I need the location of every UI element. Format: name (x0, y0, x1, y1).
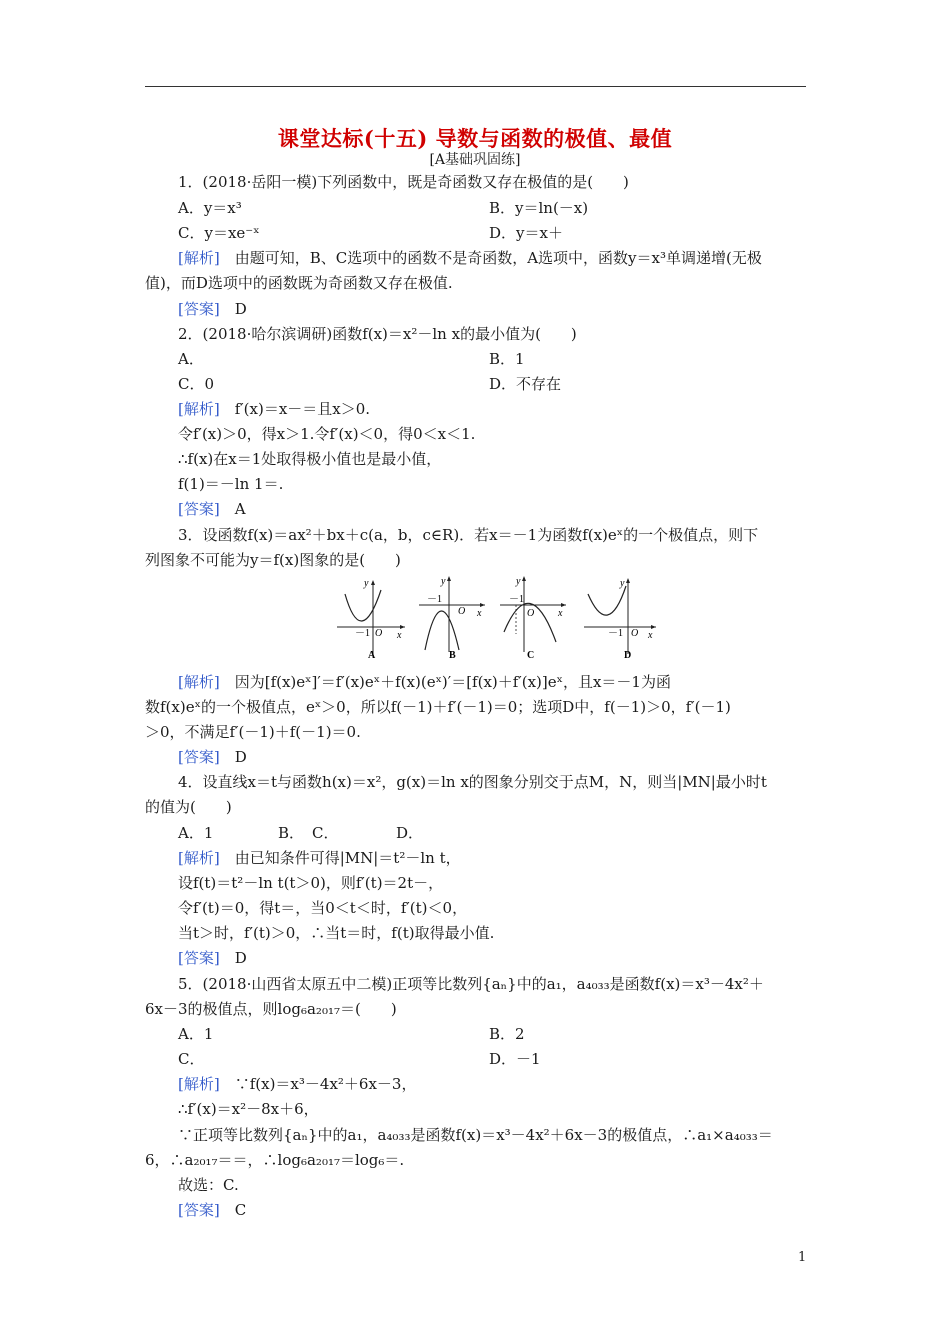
answer-label: [答案] (178, 500, 220, 518)
q4-option-a: A．1 (178, 824, 214, 842)
q4-analysis (178, 848, 461, 868)
graph-c (500, 576, 566, 661)
q1-option-d: D．y＝x＋ (489, 224, 563, 242)
answer-label: [答案] (178, 1201, 220, 1219)
q1-analysis (178, 248, 762, 268)
q2-answer (178, 499, 246, 519)
q3-analysis-line3: ＞0，不满足f′(－1)＋f(－1)＝0. (145, 723, 361, 741)
q1-analysis-line1: 由题可知，B、C选项中的函数不是奇函数，A选项中，函数y＝x³单调递增(无极 (219, 249, 762, 267)
page-title: 课堂达标(十五) 导数与函数的极值、最值 (277, 126, 673, 151)
answer-label: [答案] (178, 949, 220, 967)
q4-analysis-line2: 设f(t)＝t²－ln t(t＞0)，则f′(t)＝2t－， (178, 874, 444, 892)
q4-stem-line2: 的值为( ) (145, 798, 232, 816)
q4-answer-value: D (219, 949, 247, 967)
q5-answer-value: C (219, 1201, 247, 1219)
q1-option-c: C．y＝xe⁻ˣ (178, 224, 260, 242)
q2-analysis-line2: 令f′(x)＞0，得x＞1.令f′(x)＜0，得0＜x＜1. (178, 425, 476, 443)
analysis-label: [解析] (178, 673, 220, 691)
q5-analysis-line3: ∵正项等比数列{aₙ}中的a₁，a₄₀₃₃是函数f(x)＝x³－4x²＋6x－3的极值点，∴a₁×a₄₀₃₃＝ (178, 1126, 773, 1144)
q1-option-a: A．y＝x³ (178, 199, 242, 217)
header-rule (145, 86, 806, 87)
q2-option-b: B．1 (489, 350, 525, 368)
q5-analysis (178, 1074, 416, 1094)
graph-a-x-label: x (397, 630, 402, 641)
q2-option-d: D．不存在 (489, 375, 562, 393)
section-subtitle: [A基础巩固练] (429, 152, 521, 168)
q4-analysis-line4: 当t＞时，f′(t)＞0，∴当t＝时，f(t)取得最小值. (178, 924, 495, 942)
graph-b-origin: O (458, 606, 466, 617)
graph-b-x-label: x (477, 608, 482, 619)
q3-analysis-line2: 数f(x)eˣ的一个极值点，eˣ＞0，所以f(－1)＋f′(－1)＝0；选项D中，f(－1)＞0，f′(－1) (145, 698, 731, 716)
q4-option-c: C． (312, 824, 339, 842)
q5-analysis-line1: ∵f(x)＝x³－4x²＋6x－3， (219, 1075, 417, 1093)
q1-answer (178, 299, 247, 319)
q5-analysis-line5: 故选：C. (178, 1176, 239, 1194)
graph-a-origin: O (375, 628, 383, 639)
q3-analysis (178, 672, 671, 692)
q3-answer (178, 747, 247, 767)
q2-analysis-line3: ∴f(x)在x＝1处取得极小值也是最小值， (178, 450, 442, 468)
graph-a (337, 578, 405, 661)
q3-figure (337, 572, 667, 664)
q5-option-a: A．1 (178, 1025, 214, 1043)
graph-d-minus-one: －1 (608, 628, 623, 639)
q3-answer-value: D (219, 748, 247, 766)
graph-d-origin: O (631, 628, 639, 639)
q2-option-a: A． (178, 350, 204, 368)
q2-answer-value: A (219, 500, 246, 518)
q3-stem-line1: 3．设函数f(x)＝ax²＋bx＋c(a，b，c∈R)．若x＝－1为函数f(x)eˣ的一个极值点，则下 (178, 526, 759, 544)
q4-analysis-line1: 由已知条件可得|MN|＝t²－ln t， (219, 849, 461, 867)
graph-a-caption: A (368, 650, 376, 661)
q2-analysis-line4: f(1)＝－ln 1＝. (178, 475, 284, 493)
graph-c-x-label: x (558, 608, 563, 619)
q2-option-c: C．0 (178, 375, 215, 393)
q4-option-d: D． (396, 824, 424, 842)
q4-answer (178, 948, 247, 968)
q5-option-d: D．－1 (489, 1050, 541, 1068)
q5-answer (178, 1200, 246, 1220)
graph-c-origin: O (527, 608, 535, 619)
q5-option-c: C． (178, 1050, 205, 1068)
analysis-label: [解析] (178, 249, 220, 267)
graph-a-y-label: y (364, 578, 369, 589)
q5-analysis-line2: ∴f′(x)＝x²－8x＋6， (178, 1100, 319, 1118)
q2-analysis-line1: f′(x)＝x－＝且x＞0. (219, 400, 371, 418)
q4-stem-line1: 4．设直线x＝t与函数h(x)＝x²，g(x)＝ln x的图象分别交于点M，N，则当|MN|最小时t (178, 773, 767, 791)
graph-d-x-label: x (648, 630, 653, 641)
graph-d-y-label: y (620, 578, 625, 589)
graph-c-y-label: y (516, 576, 521, 587)
q5-stem-line2: 6x－3的极值点，则log₆a₂₀₁₇＝( ) (145, 1000, 397, 1018)
analysis-label: [解析] (178, 1075, 220, 1093)
q1-stem: 1．(2018·岳阳一模)下列函数中，既是奇函数又存在极值的是( ) (178, 173, 629, 191)
graph-d (584, 578, 656, 661)
analysis-label: [解析] (178, 400, 220, 418)
graph-b-y-label: y (441, 576, 446, 587)
q5-stem-line1: 5．(2018·山西省太原五中二模)正项等比数列{aₙ}中的a₁，a₄₀₃₃是函数f(x)＝x³－4x²＋ (178, 975, 764, 993)
page-number: 1 (798, 1250, 807, 1265)
graph-d-caption: D (624, 650, 632, 661)
analysis-label: [解析] (178, 849, 220, 867)
q5-analysis-line4: 6，∴a₂₀₁₇＝＝，∴log₆a₂₀₁₇＝log₆＝. (145, 1151, 405, 1169)
q4-option-b: B． (278, 824, 305, 842)
q1-option-b: B．y＝ln(－x) (489, 199, 589, 217)
q3-stem-line2: 列图象不可能为y＝f(x)图象的是( ) (145, 551, 401, 569)
q1-analysis-line2: 值)，而D选项中的函数既为奇函数又存在极值. (145, 274, 453, 292)
graph-c-caption: C (527, 650, 535, 661)
answer-label: [答案] (178, 300, 220, 318)
q3-analysis-line1: 因为[f(x)eˣ]′＝f′(x)eˣ＋f(x)(eˣ)′＝[f(x)＋f′(x)]eˣ，且x＝－1为函 (219, 673, 671, 691)
answer-label: [答案] (178, 748, 220, 766)
q1-answer-value: D (219, 300, 247, 318)
q4-analysis-line3: 令f′(t)＝0，得t＝，当0＜t＜时，f′(t)＜0， (178, 899, 468, 917)
graph-b (419, 576, 485, 661)
graph-c-minus-one: －1 (509, 594, 524, 605)
q2-analysis (178, 399, 370, 419)
q2-stem: 2．(2018·哈尔滨调研)函数f(x)＝x²－ln x的最小值为( ) (178, 325, 577, 343)
graph-b-caption: B (449, 650, 456, 661)
q5-option-b: B．2 (489, 1025, 525, 1043)
graph-b-minus-one: －1 (427, 594, 442, 605)
graph-a-minus-one: －1 (355, 628, 370, 639)
